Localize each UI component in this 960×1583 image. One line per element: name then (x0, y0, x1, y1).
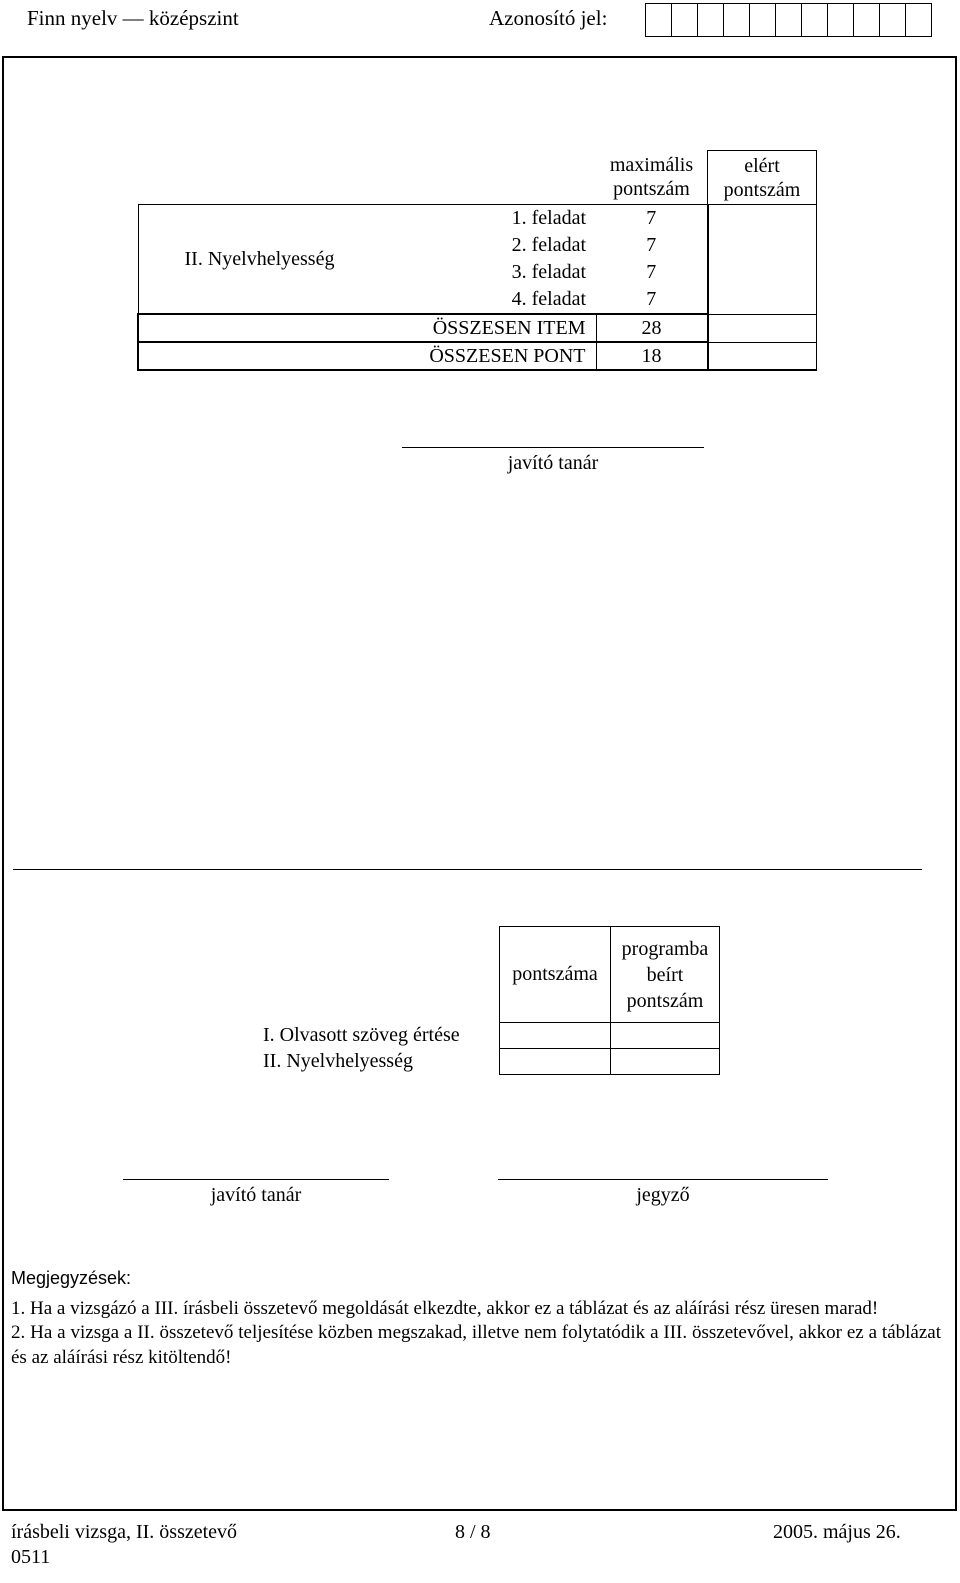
task-label: 1. feladat (511, 207, 586, 229)
page-header-title: Finn nyelv — középszint (27, 6, 239, 30)
note-item: 2. Ha a vizsga a II. összetevő teljesítése közben megszakad, illetve nem folytatódik a III. összetevővel, akkor ez a táblázat és az aláírási rész kitöltendő! (11, 1322, 941, 1368)
footer-date: 2005. május 26. (773, 1521, 901, 1543)
id-label: Azonosító jel: (489, 6, 608, 30)
section-label: II. Nyelvhelyesség (184, 247, 335, 270)
score-table (137, 150, 817, 371)
id-box[interactable] (853, 3, 880, 37)
id-box[interactable] (697, 3, 724, 37)
task-max: 7 (596, 259, 708, 286)
id-box[interactable] (671, 3, 698, 37)
signature-label: jegyző (636, 1184, 690, 1206)
notes (11, 1266, 941, 1370)
total-point-score[interactable] (708, 342, 817, 370)
total-item-label: ÖSSZESEN ITEM (138, 314, 596, 342)
divider (13, 869, 922, 870)
summary-row-label: I. Olvasott szöveg értése (263, 1024, 460, 1046)
task-label: 3. feladat (511, 261, 586, 283)
total-point-max: 18 (596, 342, 708, 370)
signature-line[interactable] (123, 1179, 389, 1180)
summary-points-cell[interactable] (500, 1049, 611, 1075)
col-header-entered: programba beírt pontszám (611, 927, 720, 1023)
summary-entered-cell[interactable] (611, 1023, 720, 1049)
total-item-score[interactable] (708, 314, 817, 342)
note-item: 1. Ha a vizsgázó a III. írásbeli összetevő megoldását elkezdte, akkor ez a táblázat és az aláírási rész üresen marad! (11, 1297, 879, 1319)
col-header-max: maximális pontszám (609, 154, 694, 201)
id-box[interactable] (723, 3, 750, 37)
col-header-points: pontszáma (500, 927, 611, 1023)
id-box[interactable] (801, 3, 828, 37)
signature-label: javító tanár (210, 1184, 302, 1206)
task-label: 4. feladat (511, 288, 586, 310)
summary-points-cell[interactable] (500, 1023, 611, 1049)
signature-label: javító tanár (507, 452, 599, 474)
signature-line[interactable] (498, 1179, 828, 1180)
summary-table (259, 926, 720, 1075)
footer-code: 0511 (11, 1546, 51, 1568)
id-box[interactable] (827, 3, 854, 37)
summary-row-label: II. Nyelvhelyesség (263, 1050, 413, 1072)
col-header-got: elért pontszám (708, 151, 817, 205)
task-label: 2. feladat (511, 234, 586, 256)
id-box[interactable] (905, 3, 932, 37)
notes-heading: Megjegyzések: (11, 1268, 132, 1288)
id-box[interactable] (749, 3, 776, 37)
task-max: 7 (596, 232, 708, 259)
task-score-input[interactable] (708, 205, 817, 315)
footer-page: 8 / 8 (455, 1521, 491, 1543)
total-point-label: ÖSSZESEN PONT (138, 342, 596, 370)
id-boxes[interactable] (645, 3, 931, 37)
id-box[interactable] (879, 3, 906, 37)
task-max: 7 (596, 286, 708, 314)
id-box[interactable] (775, 3, 802, 37)
id-box[interactable] (645, 3, 672, 37)
signature-line[interactable] (402, 447, 704, 448)
summary-entered-cell[interactable] (611, 1049, 720, 1075)
total-item-max: 28 (596, 314, 708, 342)
task-max: 7 (596, 205, 708, 233)
footer-left: írásbeli vizsga, II. összetevő (11, 1521, 238, 1543)
